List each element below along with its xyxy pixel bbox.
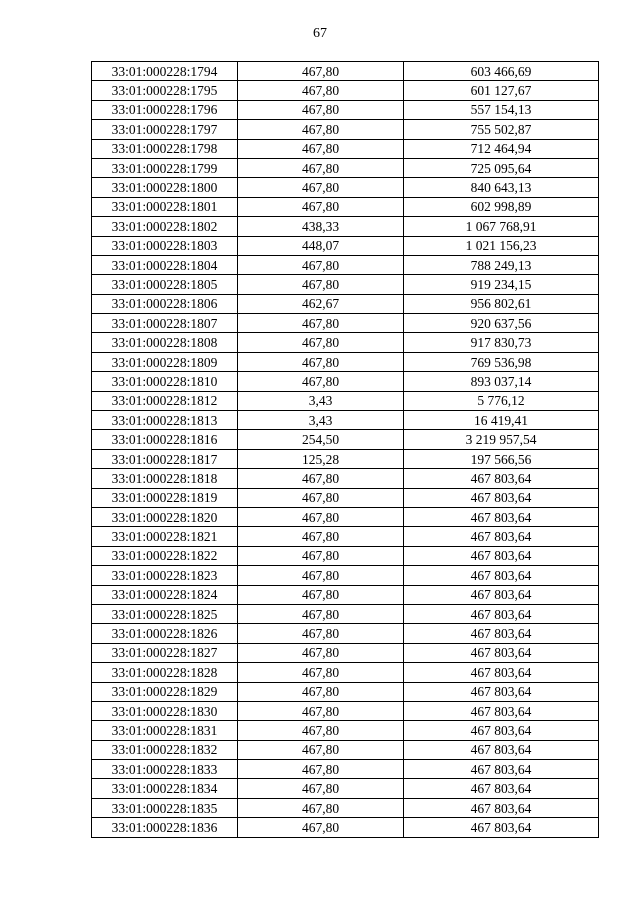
cadastral-number-cell: 33:01:000228:1799 [92, 158, 238, 177]
value-cell: 467 803,64 [404, 701, 599, 720]
value-cell: 467 803,64 [404, 643, 599, 662]
cadastral-number-cell: 33:01:000228:1833 [92, 760, 238, 779]
table-row [92, 818, 599, 837]
cadastral-number-cell: 33:01:000228:1836 [92, 818, 238, 837]
table-row [92, 62, 599, 81]
area-cell: 467,80 [238, 139, 404, 158]
cadastral-number-cell: 33:01:000228:1808 [92, 333, 238, 352]
area-cell: 467,80 [238, 197, 404, 216]
value-cell: 1 021 156,23 [404, 236, 599, 255]
area-cell: 467,80 [238, 333, 404, 352]
table-row [92, 255, 599, 274]
table-row [92, 507, 599, 526]
cadastral-number-cell: 33:01:000228:1821 [92, 527, 238, 546]
cadastral-number-cell: 33:01:000228:1834 [92, 779, 238, 798]
table-row [92, 546, 599, 565]
area-cell: 467,80 [238, 663, 404, 682]
cadastral-number-cell: 33:01:000228:1832 [92, 740, 238, 759]
cadastral-number-cell: 33:01:000228:1826 [92, 624, 238, 643]
area-cell: 467,80 [238, 740, 404, 759]
cadastral-number-cell: 33:01:000228:1830 [92, 701, 238, 720]
table-row [92, 488, 599, 507]
value-cell: 919 234,15 [404, 275, 599, 294]
area-cell: 467,80 [238, 624, 404, 643]
area-cell: 467,80 [238, 158, 404, 177]
table-row [92, 798, 599, 817]
value-cell: 467 803,64 [404, 527, 599, 546]
cadastral-number-cell: 33:01:000228:1801 [92, 197, 238, 216]
table-row [92, 643, 599, 662]
table-row [92, 701, 599, 720]
value-cell: 467 803,64 [404, 779, 599, 798]
table-row [92, 469, 599, 488]
cadastral-number-cell: 33:01:000228:1804 [92, 255, 238, 274]
value-cell: 755 502,87 [404, 120, 599, 139]
area-cell: 3,43 [238, 411, 404, 430]
value-cell: 893 037,14 [404, 372, 599, 391]
cadastral-number-cell: 33:01:000228:1795 [92, 81, 238, 100]
cadastral-number-cell: 33:01:000228:1796 [92, 100, 238, 119]
table-row [92, 740, 599, 759]
value-cell: 467 803,64 [404, 624, 599, 643]
table-body [92, 62, 599, 838]
cadastral-number-cell: 33:01:000228:1824 [92, 585, 238, 604]
area-cell: 467,80 [238, 779, 404, 798]
area-cell: 467,80 [238, 604, 404, 623]
value-cell: 197 566,56 [404, 449, 599, 468]
area-cell: 467,80 [238, 701, 404, 720]
table-row [92, 604, 599, 623]
value-cell: 467 803,64 [404, 585, 599, 604]
cadastral-number-cell: 33:01:000228:1828 [92, 663, 238, 682]
cadastral-number-cell: 33:01:000228:1818 [92, 469, 238, 488]
cadastral-number-cell: 33:01:000228:1817 [92, 449, 238, 468]
cadastral-number-cell: 33:01:000228:1798 [92, 139, 238, 158]
value-cell: 467 803,64 [404, 740, 599, 759]
value-cell: 467 803,64 [404, 604, 599, 623]
table-row [92, 81, 599, 100]
cadastral-number-cell: 33:01:000228:1823 [92, 566, 238, 585]
cadastral-number-cell: 33:01:000228:1803 [92, 236, 238, 255]
value-cell: 788 249,13 [404, 255, 599, 274]
table-row [92, 333, 599, 352]
value-cell: 712 464,94 [404, 139, 599, 158]
value-cell: 769 536,98 [404, 352, 599, 371]
value-cell: 467 803,64 [404, 818, 599, 837]
cadastral-number-cell: 33:01:000228:1820 [92, 507, 238, 526]
cadastral-number-cell: 33:01:000228:1800 [92, 178, 238, 197]
cadastral-number-cell: 33:01:000228:1809 [92, 352, 238, 371]
table-row [92, 372, 599, 391]
cadastral-number-cell: 33:01:000228:1829 [92, 682, 238, 701]
area-cell: 467,80 [238, 178, 404, 197]
area-cell: 467,80 [238, 62, 404, 81]
cadastral-number-cell: 33:01:000228:1825 [92, 604, 238, 623]
cadastral-number-cell: 33:01:000228:1797 [92, 120, 238, 139]
area-cell: 448,07 [238, 236, 404, 255]
cadastral-number-cell: 33:01:000228:1806 [92, 294, 238, 313]
cadastral-number-cell: 33:01:000228:1822 [92, 546, 238, 565]
value-cell: 16 419,41 [404, 411, 599, 430]
table-row [92, 236, 599, 255]
table-row [92, 566, 599, 585]
value-cell: 5 776,12 [404, 391, 599, 410]
area-cell: 467,80 [238, 643, 404, 662]
cadastral-number-cell: 33:01:000228:1802 [92, 217, 238, 236]
value-cell: 602 998,89 [404, 197, 599, 216]
cadastral-table [91, 61, 599, 838]
table-row [92, 314, 599, 333]
table-row [92, 585, 599, 604]
value-cell: 467 803,64 [404, 721, 599, 740]
area-cell: 467,80 [238, 507, 404, 526]
cadastral-number-cell: 33:01:000228:1807 [92, 314, 238, 333]
area-cell: 467,80 [238, 372, 404, 391]
value-cell: 467 803,64 [404, 546, 599, 565]
area-cell: 467,80 [238, 585, 404, 604]
cadastral-number-cell: 33:01:000228:1794 [92, 62, 238, 81]
value-cell: 725 095,64 [404, 158, 599, 177]
value-cell: 467 803,64 [404, 798, 599, 817]
table-row [92, 663, 599, 682]
table-row [92, 430, 599, 449]
area-cell: 467,80 [238, 818, 404, 837]
value-cell: 467 803,64 [404, 760, 599, 779]
area-cell: 467,80 [238, 81, 404, 100]
table-row [92, 139, 599, 158]
value-cell: 920 637,56 [404, 314, 599, 333]
cadastral-number-cell: 33:01:000228:1835 [92, 798, 238, 817]
cadastral-number-cell: 33:01:000228:1819 [92, 488, 238, 507]
area-cell: 467,80 [238, 682, 404, 701]
value-cell: 601 127,67 [404, 81, 599, 100]
area-cell: 462,67 [238, 294, 404, 313]
table-row [92, 178, 599, 197]
cadastral-number-cell: 33:01:000228:1813 [92, 411, 238, 430]
table-row [92, 100, 599, 119]
value-cell: 956 802,61 [404, 294, 599, 313]
cadastral-number-cell: 33:01:000228:1810 [92, 372, 238, 391]
area-cell: 467,80 [238, 566, 404, 585]
table-row [92, 411, 599, 430]
area-cell: 467,80 [238, 469, 404, 488]
area-cell: 467,80 [238, 352, 404, 371]
value-cell: 467 803,64 [404, 566, 599, 585]
value-cell: 917 830,73 [404, 333, 599, 352]
area-cell: 467,80 [238, 100, 404, 119]
table-row [92, 779, 599, 798]
value-cell: 467 803,64 [404, 469, 599, 488]
cadastral-number-cell: 33:01:000228:1805 [92, 275, 238, 294]
table-row [92, 352, 599, 371]
area-cell: 467,80 [238, 527, 404, 546]
area-cell: 125,28 [238, 449, 404, 468]
table-row [92, 449, 599, 468]
cadastral-number-cell: 33:01:000228:1812 [92, 391, 238, 410]
value-cell: 467 803,64 [404, 682, 599, 701]
table-row [92, 294, 599, 313]
value-cell: 467 803,64 [404, 507, 599, 526]
area-cell: 467,80 [238, 314, 404, 333]
table-row [92, 527, 599, 546]
value-cell: 557 154,13 [404, 100, 599, 119]
area-cell: 467,80 [238, 798, 404, 817]
area-cell: 3,43 [238, 391, 404, 410]
area-cell: 254,50 [238, 430, 404, 449]
area-cell: 467,80 [238, 120, 404, 139]
page-number: 67 [313, 26, 327, 41]
table-row [92, 275, 599, 294]
area-cell: 438,33 [238, 217, 404, 236]
table-row [92, 624, 599, 643]
area-cell: 467,80 [238, 546, 404, 565]
area-cell: 467,80 [238, 488, 404, 507]
area-cell: 467,80 [238, 760, 404, 779]
area-cell: 467,80 [238, 275, 404, 294]
value-cell: 1 067 768,91 [404, 217, 599, 236]
table-row [92, 197, 599, 216]
cadastral-number-cell: 33:01:000228:1827 [92, 643, 238, 662]
table-row [92, 217, 599, 236]
table-row [92, 158, 599, 177]
table-row [92, 120, 599, 139]
table-row [92, 682, 599, 701]
cadastral-number-cell: 33:01:000228:1831 [92, 721, 238, 740]
table-row [92, 391, 599, 410]
value-cell: 467 803,64 [404, 488, 599, 507]
value-cell: 3 219 957,54 [404, 430, 599, 449]
value-cell: 840 643,13 [404, 178, 599, 197]
value-cell: 467 803,64 [404, 663, 599, 682]
table-row [92, 760, 599, 779]
cadastral-number-cell: 33:01:000228:1816 [92, 430, 238, 449]
table-row [92, 721, 599, 740]
area-cell: 467,80 [238, 721, 404, 740]
value-cell: 603 466,69 [404, 62, 599, 81]
area-cell: 467,80 [238, 255, 404, 274]
